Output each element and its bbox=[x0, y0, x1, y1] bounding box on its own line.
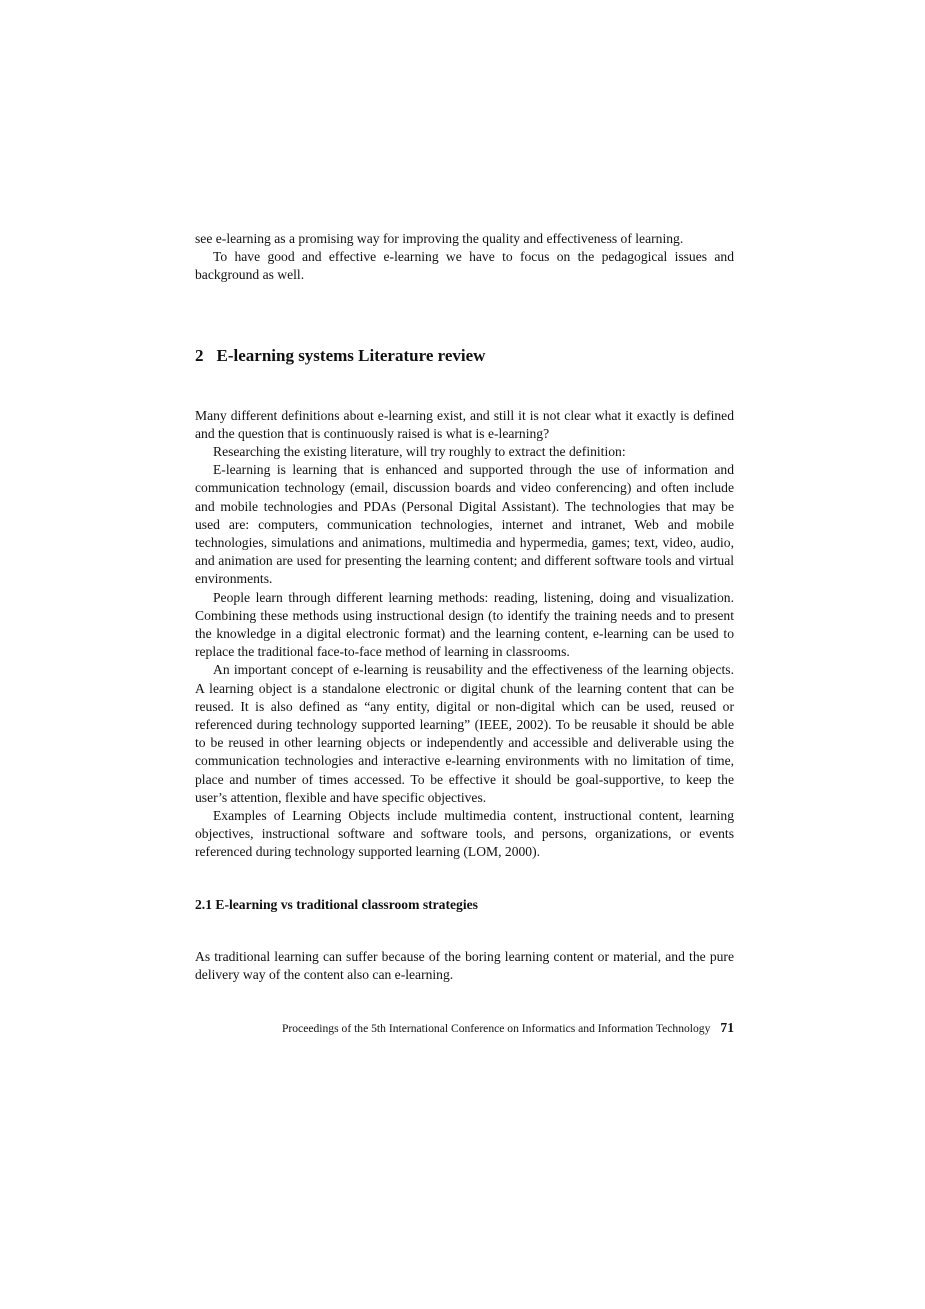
intro-paragraph: see e-learning as a promising way for improving the quality and effectiveness of learning. bbox=[195, 231, 684, 246]
body-paragraph: Many different definitions about e-learning exist, and still it is not clear what it exactly is defined and the question that is continuously raised is what is e-learning? bbox=[195, 407, 734, 441]
page-content bbox=[195, 230, 734, 1037]
body-paragraph: Researching the existing literature, will try roughly to extract the definition: bbox=[213, 444, 626, 460]
page-number: 71 bbox=[720, 1020, 734, 1036]
footer-proceedings-text: Proceedings of the 5th International Conference on Informatics and Information Technology bbox=[281, 1022, 711, 1036]
body-paragraph: E-learning is learning that is enhanced and supported through the use of information and communication technology (email, discussion boards and video conferencing) and often include and mobile technologies and PDAs (Personal Digital Assistant). The technologies that may be used are: computers, communication technologies, internet and intranet, Web and mobile technologies, simulations and animations, multimedia and hypermedia, games; text, video, audio, and animation are used for presenting the learning content; and different software tools and virtual environments. bbox=[195, 462, 734, 587]
body-paragraph: As traditional learning can suffer because of the boring learning content or material, and the pure delivery way of the content also can e-learning. bbox=[195, 948, 734, 982]
section-number: 2 bbox=[195, 345, 204, 365]
body-paragraph: An important concept of e-learning is reusability and the effectiveness of the learning objects. A learning object is a standalone electronic or digital chunk of the learning content that can be reused. It is also defined as “any entity, digital or non-digital which can be used, reused or referenced during technology supported learning” (IEEE, 2002). To be reusable it should be able to be reused in other learning objects or independently and accessible and deliverable using the communication technologies and interactive e-learning environments with no limitation of time, place and number of times accessed. To be effective it should be goal-supportive, to keep the user’s attention, flexible and have specific objectives. bbox=[195, 662, 734, 805]
body-paragraph: Examples of Learning Objects include multimedia content, instructional content, learning objectives, instructional software and software tools, and persons, organizations, or events referenced during technology supported learning (LOM, 2000). bbox=[195, 808, 734, 860]
section-heading bbox=[195, 345, 734, 367]
subsection-heading: 2.1 E-learning vs traditional classroom strategies bbox=[195, 896, 478, 912]
page-footer bbox=[195, 1020, 734, 1037]
intro-paragraph: To have good and effective e-learning we have to focus on the pedagogical issues and background as well. bbox=[195, 249, 734, 283]
body-paragraph: People learn through different learning methods: reading, listening, doing and visualization. Combining these methods using instructional design (to identify the training needs and to present the knowledge in a digital electronic format) and the learning content, e-learning can be used to replace the traditional face-to-face method of learning in classrooms. bbox=[195, 589, 734, 660]
section-title: E-learning systems Literature review bbox=[216, 345, 486, 365]
